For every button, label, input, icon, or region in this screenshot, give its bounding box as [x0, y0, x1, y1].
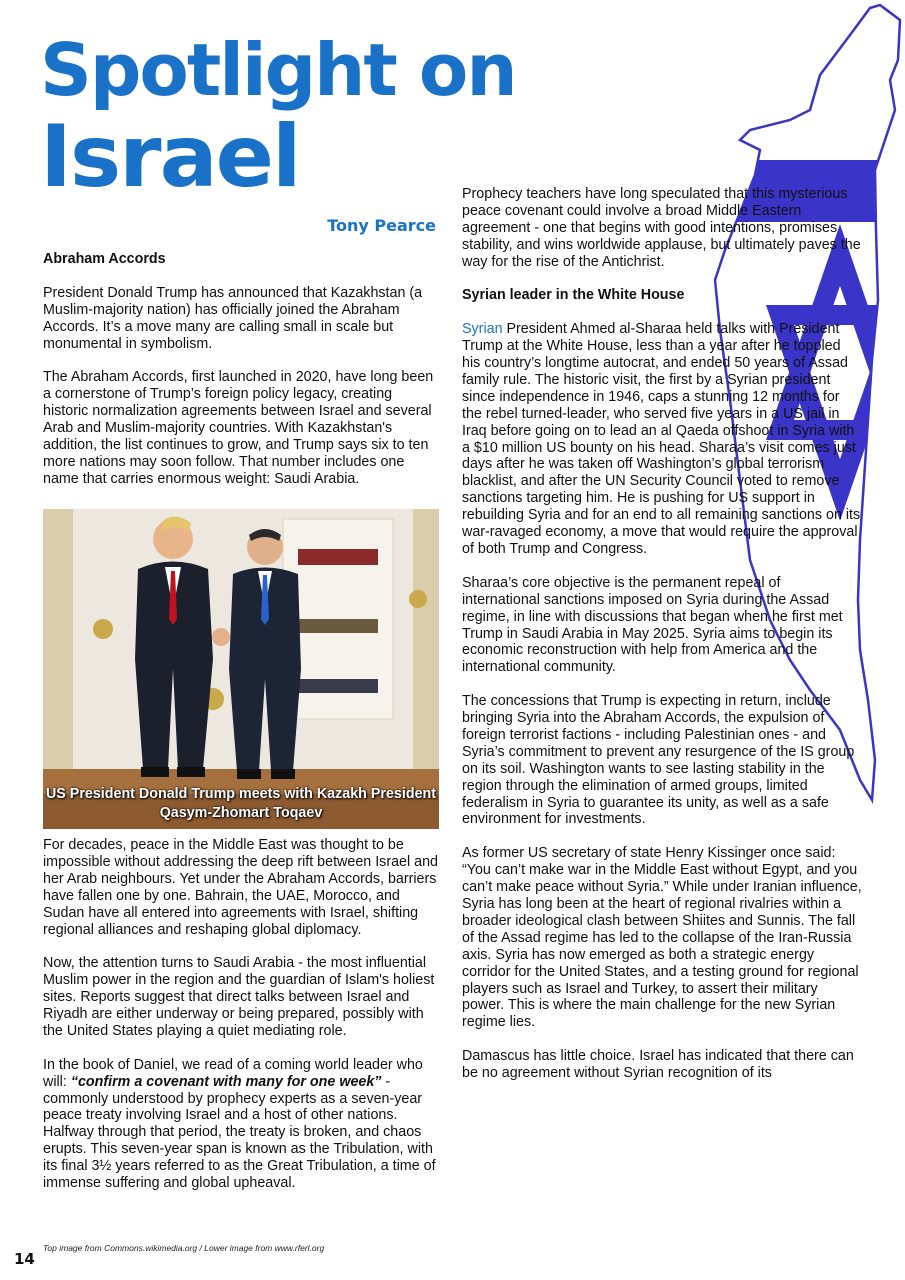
paragraph-syria [462, 321, 862, 558]
paragraph-text: In the book of Daniel, we read of a coming world leader who will: [43, 1056, 423, 1090]
paragraph-text: President Ahmed al-Sharaa held talks with President Trump at the White House, less than a year after he toppled his country’s longtime autocrat, and ended 50 years of Assad family rule. The historic visit, the first by a Syrian president since independence in 1946, caps a stunning 12 months for the rebel turned-leader, who served five years in a US jail in Iraq before going on to lead an al Qaeda offshoot in Syria with a $10 million US bounty on his head. Sharaa’s visit comes just days after he was taken off Washington’s global terrorism blacklist, and after the UN Security Council voted to remove sanctions targeting him. He is pushing for US support in rebuilding Syria and for an end to all remaining sanctions on its war-ravaged economy, a move that would require the approval of both Trump and Congress. [462, 321, 861, 557]
scripture-quote: “confirm a covenant with many for one week” [70, 1073, 382, 1090]
paragraph-text: - commonly understood by prophecy experts as a seven-year peace treaty involving Israel and a host of other nations. Halfway through that period, the treaty is broken, and chaos erupts. This seven-year span is known as the Tribulation, with its final 3½ years referred to as the Great Tribulation, a time of immense suffering and global upheaval. [43, 1073, 436, 1192]
paragraph: The Abraham Accords, first launched in 2020, have long been a cornerstone of Trump’s foreign policy legacy, creating historic normalization agreements between Israel and several Arab and Muslim-majority countries. With Kazakhstan's addition, the list continues to grow, and Trump says six to ten more nations may soon follow. That number includes one name that carries enormous weight: Saudi Arabia. [43, 369, 434, 487]
photo-illustration [43, 509, 439, 829]
paragraph: As former US secretary of state Henry Kissinger once said: “You can’t make war in the Middle East without Egypt, and you can’t make peace without Syria.” While under Iranian influence, Syria has long been at the heart of regional rivalries within a broader ideological clash between Shiites and Sunnis. The fall of the Assad regime has led to the collapse of the Iran-Russia axis. Syria has now emerged as both a strategic energy corridor for the United States, and a testing ground for regional players such as Israel and Turkey, to assert their military power. This is where the main challenge for the new Syrian regime lies. [462, 845, 862, 1031]
paragraph: Prophecy teachers have long speculated that this mysterious peace covenant could involve a broad Middle Eastern agreement - one that begins with good intentions, promises stability, and wins worldwide applause, but ultimately paves the way for the rise of the Antichrist. [462, 186, 861, 270]
left-column-top [43, 251, 438, 505]
paragraph: Damascus has little choice. Israel has indicated that there can be no agreement without Syrian recognition of its [462, 1048, 854, 1082]
photo-caption: US President Donald Trump meets with Kazakh President Qasym-Zhomart Toqaev [45, 786, 437, 821]
right-column [462, 186, 862, 1099]
article-photo [43, 509, 439, 829]
title-line-2: Israel [40, 107, 300, 207]
paragraph: The concessions that Trump is expecting in return, include bringing Syria into the Abraham Accords, the expulsion of foreign terrorist factions - including Palestinian ones - and Syria’s commitment to prevent any resurgence of the IS group on its soil. Washington wants to see lasting stability in the region through the elimination of armed groups, limited federalism in Syria to guarantee its unity, as well as a safe environment for investments. [462, 693, 855, 828]
page-number: 14 [14, 1250, 35, 1268]
section-heading-syrian-leader: Syrian leader in the White House [462, 287, 685, 304]
paragraph-daniel [43, 1057, 443, 1192]
syrian-link-text: Syrian [462, 321, 503, 338]
section-heading-abraham-accords: Abraham Accords [43, 251, 166, 267]
image-credits: Top image from Commons.wikimedia.org / Lower image from www.rferl.org [43, 1243, 325, 1253]
paragraph: President Donald Trump has announced that Kazakhstan (a Muslim-majority nation) has officially joined the Abraham Accords. It’s a move many are calling small in scale but monumental in symbolism. [43, 284, 423, 352]
title-line-1: Spotlight on [40, 28, 516, 112]
page-title [40, 28, 560, 207]
paragraph: Now, the attention turns to Saudi Arabia - the most influential Muslim power in the region and the guardian of Islam's holiest sites. Reports suggest that direct talks between Israel and Riyadh are either underway or being prepared, possibly with the United States playing a quiet mediating role. [43, 955, 435, 1039]
author-byline: Tony Pearce [327, 216, 436, 235]
left-column-bottom [43, 837, 443, 1209]
paragraph: For decades, peace in the Middle East was thought to be impossible without addressing the deep rift between Israel and her Arab neighbours. Yet under the Abraham Accords, barriers have fallen one by one. Bahrain, the UAE, Morocco, and Sudan have all entered into agreements with Israel, shifting regional alliances and reshaping global diplomacy. [43, 837, 438, 938]
paragraph: Sharaa’s core objective is the permanent repeal of international sanctions imposed on Syria during the Assad regime, in line with discussions that began when he first met Trump in Saudi Arabia in May 2025. Syria aims to begin its economic reconstruction with help from America and the international community. [462, 574, 843, 676]
